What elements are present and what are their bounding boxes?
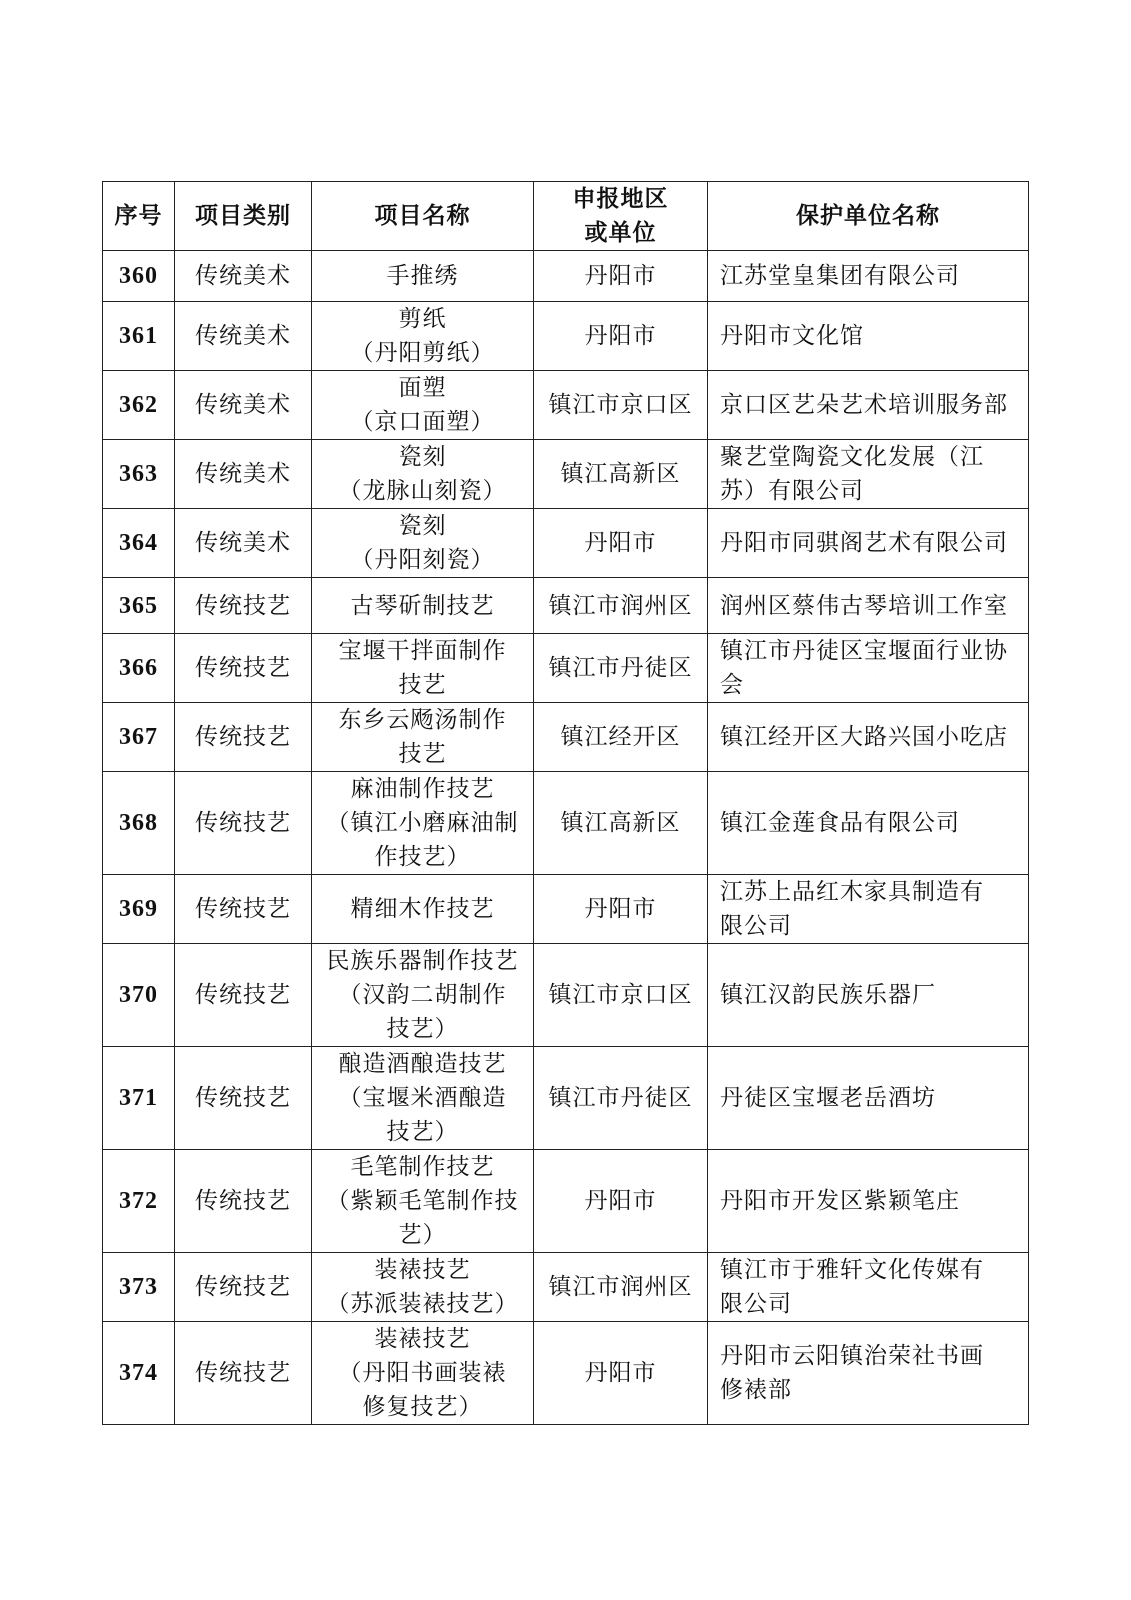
row-region: 镇江市京口区 xyxy=(534,944,708,1047)
table-row xyxy=(103,509,1029,578)
table-row xyxy=(103,1322,1029,1425)
table-row xyxy=(103,875,1029,944)
row-project-name xyxy=(312,1047,534,1150)
row-project-name xyxy=(312,509,534,578)
row-project-name-line: 东乡云飏汤制作 xyxy=(338,707,507,733)
header-category xyxy=(175,182,312,251)
row-protection-unit xyxy=(708,251,1029,302)
header-line: 序号 xyxy=(114,203,163,229)
row-project-name-line: 作技艺） xyxy=(374,844,471,870)
row-protection-unit xyxy=(708,634,1029,703)
row-category: 传统技艺 xyxy=(175,634,312,703)
row-project-name-line: （京口面塑） xyxy=(350,409,495,435)
header-line: 项目名称 xyxy=(374,203,471,229)
row-region: 丹阳市 xyxy=(534,251,708,302)
table-row xyxy=(103,302,1029,371)
row-protection-unit-line: 苏）有限公司 xyxy=(720,478,864,504)
row-project-name-line: 装裱技艺 xyxy=(374,1257,471,1283)
row-project-name-line: （丹阳书画装裱 xyxy=(338,1360,507,1386)
header-line: 或单位 xyxy=(584,220,657,246)
row-number: 371 xyxy=(103,1047,175,1150)
row-category: 传统美术 xyxy=(175,371,312,440)
row-project-name xyxy=(312,634,534,703)
row-protection-unit xyxy=(708,1047,1029,1150)
row-project-name xyxy=(312,944,534,1047)
row-number: 367 xyxy=(103,703,175,772)
row-number: 366 xyxy=(103,634,175,703)
row-number: 365 xyxy=(103,578,175,634)
row-project-name-line: 瓷刻 xyxy=(398,513,447,539)
table-header-row xyxy=(103,182,1029,251)
row-protection-unit xyxy=(708,302,1029,371)
row-region: 镇江高新区 xyxy=(534,772,708,875)
row-project-name-line: 技艺 xyxy=(398,672,447,698)
row-number: 373 xyxy=(103,1253,175,1322)
row-project-name xyxy=(312,440,534,509)
table-row xyxy=(103,634,1029,703)
table-row xyxy=(103,1253,1029,1322)
row-project-name xyxy=(312,1150,534,1253)
row-protection-unit-line: 江苏堂皇集团有限公司 xyxy=(720,263,960,289)
row-project-name-line: 瓷刻 xyxy=(398,444,447,470)
row-project-name xyxy=(312,1253,534,1322)
row-project-name xyxy=(312,875,534,944)
row-project-name xyxy=(312,251,534,302)
row-project-name xyxy=(312,578,534,634)
row-protection-unit-line: 丹徒区宝堰老岳酒坊 xyxy=(720,1085,936,1111)
row-project-name-line: （宝堰米酒酿造 xyxy=(338,1085,507,1111)
row-region: 镇江市润州区 xyxy=(534,578,708,634)
row-project-name xyxy=(312,772,534,875)
row-protection-unit xyxy=(708,440,1029,509)
row-region: 镇江高新区 xyxy=(534,440,708,509)
row-number: 374 xyxy=(103,1322,175,1425)
row-region: 镇江经开区 xyxy=(534,703,708,772)
table-row xyxy=(103,1047,1029,1150)
row-protection-unit xyxy=(708,1150,1029,1253)
row-project-name-line: 酿造酒酿造技艺 xyxy=(338,1051,507,1077)
row-number: 362 xyxy=(103,371,175,440)
row-project-name-line: 精细木作技艺 xyxy=(350,896,495,922)
row-region: 丹阳市 xyxy=(534,302,708,371)
row-project-name-line: 宝堰干拌面制作 xyxy=(338,638,507,664)
row-protection-unit-line: 镇江市丹徒区宝堰面行业协会 xyxy=(720,638,1008,698)
row-protection-unit-line: 限公司 xyxy=(720,1291,792,1317)
row-category: 传统技艺 xyxy=(175,703,312,772)
row-project-name-line: （龙脉山刻瓷） xyxy=(338,478,507,504)
row-category: 传统技艺 xyxy=(175,875,312,944)
row-protection-unit-line: 丹阳市开发区紫颖笔庄 xyxy=(720,1188,960,1214)
row-category: 传统美术 xyxy=(175,440,312,509)
row-protection-unit-line: 修裱部 xyxy=(720,1377,792,1403)
row-number: 369 xyxy=(103,875,175,944)
row-region: 镇江市丹徒区 xyxy=(534,634,708,703)
row-protection-unit-line: 镇江市于雅轩文化传媒有 xyxy=(720,1257,984,1283)
row-protection-unit xyxy=(708,578,1029,634)
row-category: 传统技艺 xyxy=(175,578,312,634)
table-row xyxy=(103,371,1029,440)
row-category: 传统美术 xyxy=(175,251,312,302)
header-region xyxy=(534,182,708,251)
table-body xyxy=(103,251,1029,1425)
row-protection-unit-line: 镇江汉韵民族乐器厂 xyxy=(720,982,936,1008)
row-number: 372 xyxy=(103,1150,175,1253)
row-category: 传统美术 xyxy=(175,509,312,578)
row-region: 丹阳市 xyxy=(534,1150,708,1253)
row-project-name-line: 装裱技艺 xyxy=(374,1326,471,1352)
table-row xyxy=(103,944,1029,1047)
row-category: 传统技艺 xyxy=(175,1047,312,1150)
heritage-table xyxy=(102,181,1029,1425)
header-line: 申报地区 xyxy=(572,186,669,212)
row-category: 传统技艺 xyxy=(175,772,312,875)
row-project-name-line: 古琴斫制技艺 xyxy=(350,592,495,619)
header-no xyxy=(103,182,175,251)
row-region: 丹阳市 xyxy=(534,875,708,944)
header-line: 项目类别 xyxy=(195,203,291,229)
table-row xyxy=(103,251,1029,302)
table-row xyxy=(103,772,1029,875)
header-unit xyxy=(708,182,1029,251)
row-protection-unit xyxy=(708,875,1029,944)
row-region: 镇江市润州区 xyxy=(534,1253,708,1322)
row-protection-unit-line: 限公司 xyxy=(720,913,792,939)
row-category: 传统技艺 xyxy=(175,944,312,1047)
row-protection-unit-line: 聚艺堂陶瓷文化发展（江 xyxy=(720,444,984,470)
row-category: 传统技艺 xyxy=(175,1322,312,1425)
row-protection-unit xyxy=(708,772,1029,875)
row-project-name-line: 毛笔制作技艺 xyxy=(350,1154,495,1180)
row-protection-unit xyxy=(708,944,1029,1047)
row-protection-unit xyxy=(708,703,1029,772)
row-region: 丹阳市 xyxy=(534,1322,708,1425)
row-project-name-line: （紫颖毛笔制作技艺） xyxy=(326,1188,519,1248)
row-protection-unit xyxy=(708,509,1029,578)
row-protection-unit-line: 镇江金莲食品有限公司 xyxy=(720,810,960,836)
row-project-name-line: 麻油制作技艺 xyxy=(350,776,495,802)
row-category: 传统技艺 xyxy=(175,1253,312,1322)
row-number: 368 xyxy=(103,772,175,875)
row-protection-unit xyxy=(708,1322,1029,1425)
row-project-name xyxy=(312,302,534,371)
table-row xyxy=(103,578,1029,634)
row-number: 364 xyxy=(103,509,175,578)
row-protection-unit-line: 丹阳市文化馆 xyxy=(720,323,864,349)
row-project-name-line: 技艺） xyxy=(386,1016,459,1042)
row-protection-unit-line: 丹阳市云阳镇治荣社书画 xyxy=(720,1343,984,1369)
row-project-name-line: 技艺 xyxy=(398,741,447,767)
header-line: 保护单位名称 xyxy=(796,203,940,229)
table-row xyxy=(103,1150,1029,1253)
row-number: 360 xyxy=(103,251,175,302)
row-project-name-line: 修复技艺） xyxy=(362,1394,483,1420)
row-region: 镇江市京口区 xyxy=(534,371,708,440)
row-protection-unit xyxy=(708,371,1029,440)
row-project-name-line: 技艺） xyxy=(386,1119,459,1145)
table-row xyxy=(103,440,1029,509)
row-number: 370 xyxy=(103,944,175,1047)
row-protection-unit-line: 润州区蔡伟古琴培训工作室 xyxy=(720,592,1008,619)
header-name xyxy=(312,182,534,251)
row-project-name-line: （丹阳剪纸） xyxy=(350,340,495,366)
row-project-name-line: （丹阳刻瓷） xyxy=(350,547,495,573)
row-project-name xyxy=(312,703,534,772)
row-protection-unit-line: 京口区艺朵艺术培训服务部 xyxy=(720,392,1008,418)
row-category: 传统美术 xyxy=(175,302,312,371)
row-project-name xyxy=(312,1322,534,1425)
row-project-name-line: 民族乐器制作技艺 xyxy=(326,948,519,974)
row-region: 镇江市丹徒区 xyxy=(534,1047,708,1150)
row-project-name-line: （镇江小磨麻油制 xyxy=(326,810,519,836)
row-project-name xyxy=(312,371,534,440)
row-protection-unit xyxy=(708,1253,1029,1322)
row-protection-unit-line: 镇江经开区大路兴国小吃店 xyxy=(720,724,1008,750)
row-project-name-line: 面塑 xyxy=(398,375,447,401)
row-project-name-line: （苏派装裱技艺） xyxy=(326,1291,519,1317)
row-project-name-line: 剪纸 xyxy=(398,306,447,332)
table-row xyxy=(103,703,1029,772)
row-protection-unit-line: 丹阳市同骐阁艺术有限公司 xyxy=(720,530,1008,556)
row-protection-unit-line: 江苏上品红木家具制造有 xyxy=(720,879,984,905)
row-project-name-line: 手推绣 xyxy=(386,263,459,289)
row-project-name-line: （汉韵二胡制作 xyxy=(338,982,507,1008)
row-number: 363 xyxy=(103,440,175,509)
row-category: 传统技艺 xyxy=(175,1150,312,1253)
row-number: 361 xyxy=(103,302,175,371)
row-region: 丹阳市 xyxy=(534,509,708,578)
